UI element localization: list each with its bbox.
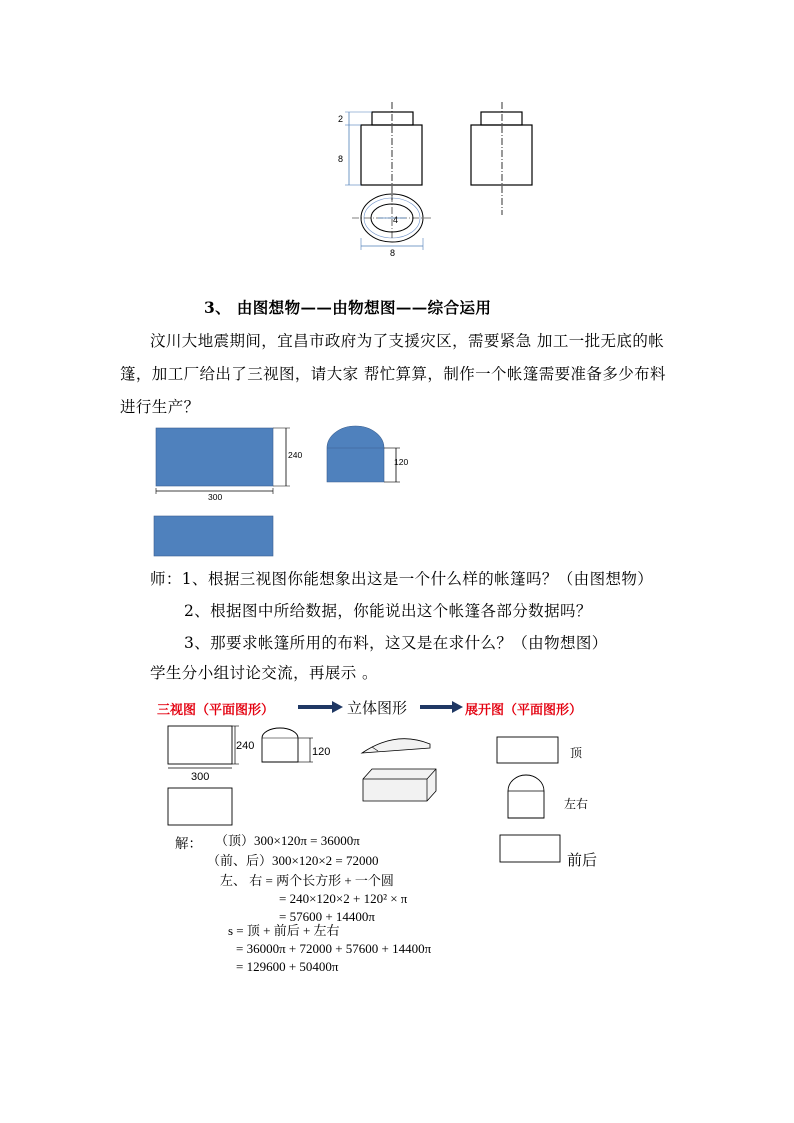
dim-label-8-side: 8	[338, 154, 344, 164]
paragraph-line-1: 汶川大地震期间，宜昌市政府为了支援灾区，需要紧急 加工一批无底的帐	[150, 332, 665, 350]
dim-label-4: 4	[393, 215, 399, 225]
flow-step-solid: 立体图形	[347, 699, 408, 717]
outline-dim-300: 300	[191, 771, 210, 783]
front-view-top-block	[372, 112, 413, 125]
paragraph-line-2: 篷，加工厂给出了三视图，请大家 帮忙算算，制作一个帐篷需要准备多少布料	[120, 365, 666, 383]
flow-step-three-views: 三视图（平面图形）	[157, 703, 275, 718]
net-side-piece	[508, 775, 544, 818]
side-view-top-block	[481, 112, 522, 125]
three-view-drawing	[330, 100, 560, 265]
net-label-top: 顶	[570, 746, 583, 760]
flow-step-net: 展开图（平面图形）	[465, 703, 583, 718]
outline-top-view	[168, 788, 232, 825]
outline-dim-120: 120	[312, 746, 331, 758]
solution-line-4: = 240×120×2 + 120² × π	[279, 891, 408, 906]
solution-label: 解：	[175, 836, 202, 852]
question-2: 2、根据图中所给数据，你能说出这个帐篷各部分数据吗？	[184, 602, 592, 620]
outline-side-view	[262, 728, 298, 762]
front-view-body	[361, 125, 422, 185]
solid-box	[363, 769, 436, 801]
question-3: 3、那要求帐篷所用的布料，这又是在求什么？（由物想图）	[184, 634, 608, 652]
dim-label-8-bottom: 8	[390, 248, 396, 258]
dim-label-2: 2	[338, 114, 344, 124]
tent-side-view	[327, 426, 384, 482]
flow-arrow-2	[420, 700, 464, 714]
section-heading: 3、 由图想物——由物想图——综合运用	[204, 298, 492, 317]
solution-line-2: （前、后）300×120×2 = 72000	[207, 853, 379, 868]
question-1: 师：1、根据三视图你能想象出这是一个什么样的帐篷吗？（由图想物）	[150, 570, 654, 588]
tent-top-view	[154, 516, 273, 556]
paragraph-line-3: 进行生产？	[120, 398, 200, 416]
dim-label-120: 120	[394, 457, 409, 467]
solution-line-5: = 57600 + 14400π	[279, 909, 375, 924]
net-top-piece	[497, 737, 558, 763]
solution-line-1: （顶）300×120π = 36000π	[215, 833, 360, 848]
tent-front-view	[156, 428, 273, 486]
solution-line-3: 左、 右 = 两个长方形 + 一个圆	[220, 873, 394, 888]
solution-line-6: s = 顶 + 前后 + 左右	[228, 923, 340, 938]
net-front-back-piece	[498, 832, 564, 866]
tent-three-views	[150, 420, 430, 560]
flow-arrow-1	[298, 700, 344, 714]
net-label-left-right: 左右	[564, 797, 589, 811]
outline-dim-240: 240	[236, 740, 255, 752]
discussion-line: 学生分小组讨论交流，再展示 。	[150, 664, 378, 682]
outline-front-view	[168, 726, 232, 764]
solution-line-7: = 36000π + 72000 + 57600 + 14400π	[236, 941, 432, 956]
dim-label-240: 240	[288, 450, 303, 460]
dim-label-300: 300	[208, 492, 223, 502]
net-label-front-back: 前后	[567, 851, 598, 869]
side-view-body	[471, 125, 532, 185]
solution-line-8: = 129600 + 50400π	[236, 959, 339, 974]
solid-half-cylinder	[362, 739, 430, 753]
